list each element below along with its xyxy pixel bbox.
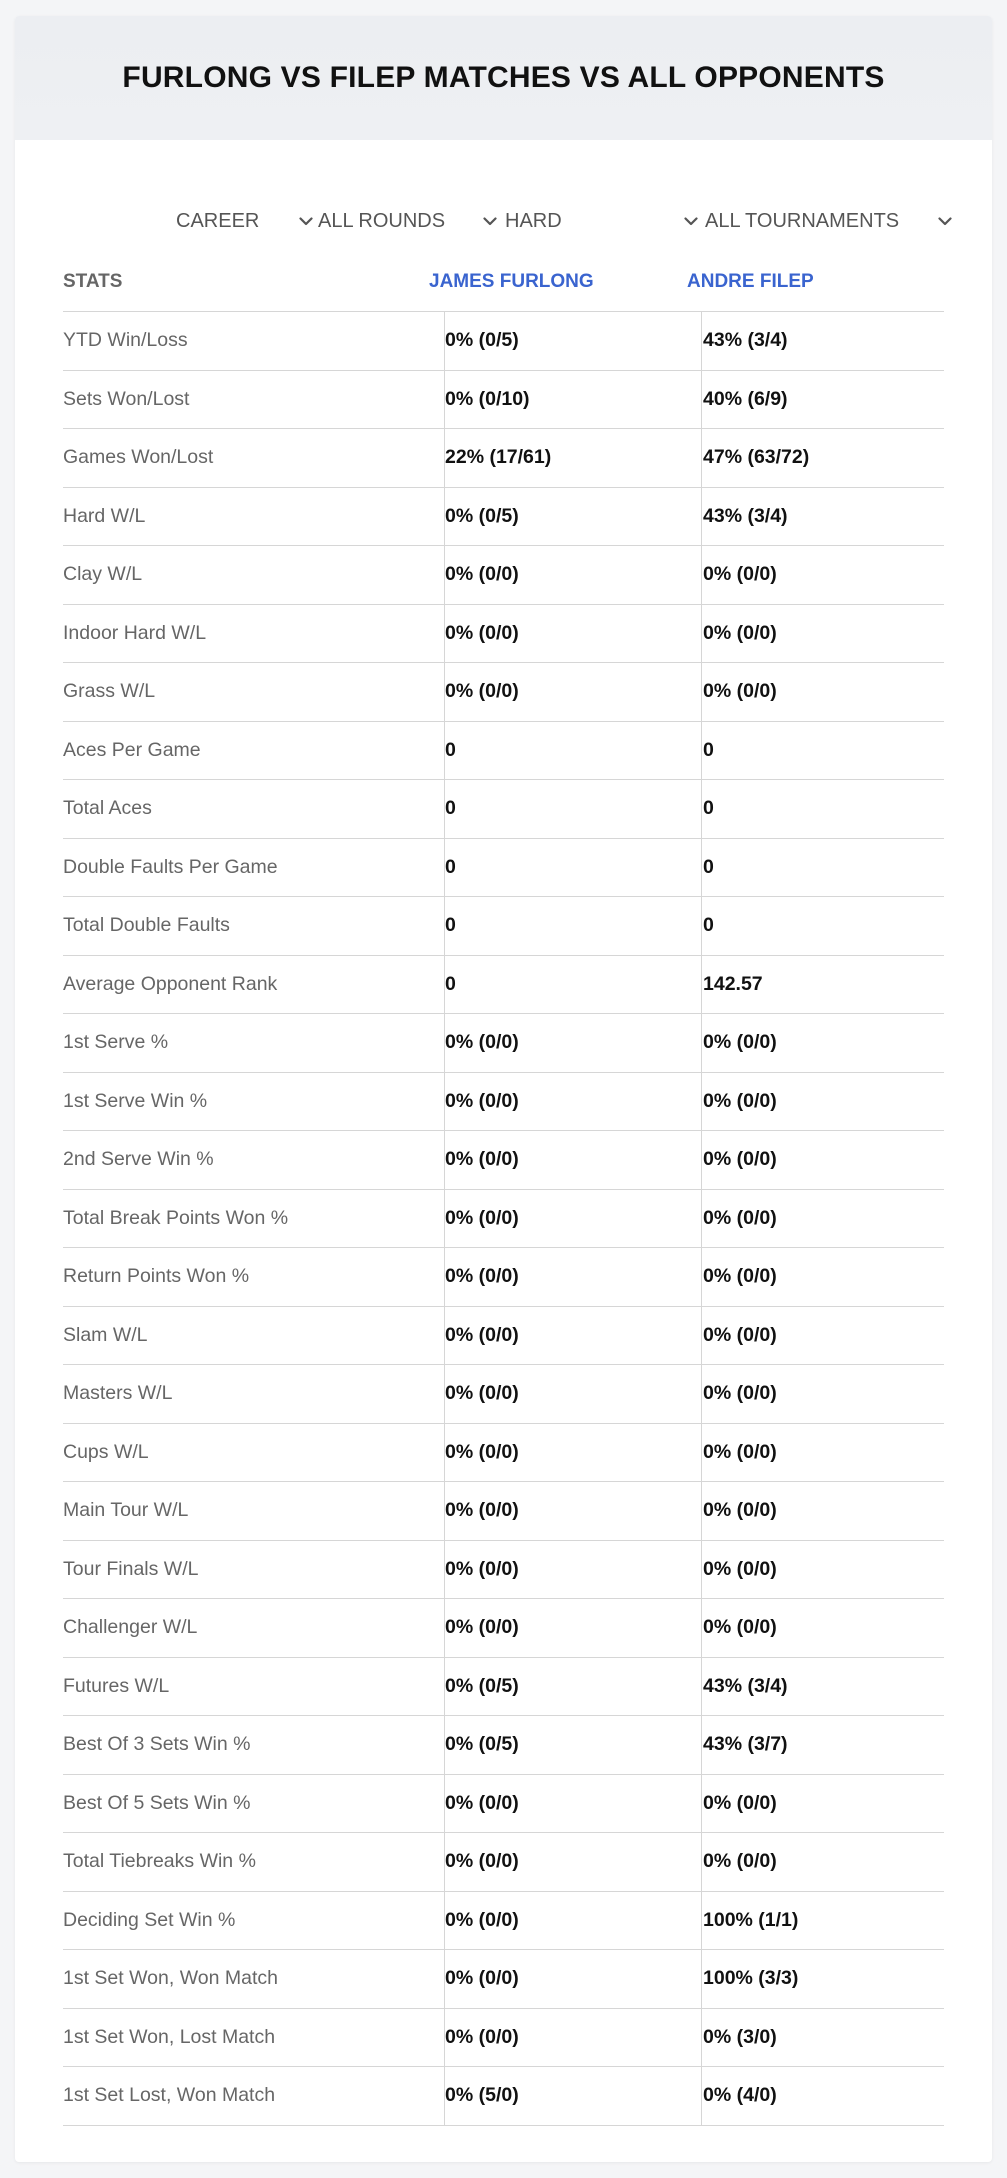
stat-label: Total Double Faults (63, 914, 230, 937)
table-row (63, 488, 944, 547)
chevron-down-icon (296, 211, 316, 231)
player2-value: 0% (0/0) (703, 1031, 777, 1054)
column-divider (701, 1365, 702, 1423)
player2-value: 0 (703, 914, 714, 937)
player2-value: 0 (703, 855, 714, 878)
player2-value: 0% (0/0) (703, 621, 777, 644)
player1-value: 0% (0/0) (445, 1148, 519, 1171)
tournaments-select-value: ALL TOURNAMENTS (705, 209, 900, 232)
player1-value: 0% (0/5) (445, 1674, 519, 1697)
stats-card (15, 16, 992, 2162)
table-row (63, 1716, 944, 1775)
player2-value: 0% (0/0) (703, 1850, 777, 1873)
column-divider (701, 2067, 702, 2125)
player1-value: 22% (17/61) (445, 446, 552, 469)
stat-label: Games Won/Lost (63, 446, 214, 469)
table-row (63, 1541, 944, 1600)
column-divider (701, 1307, 702, 1365)
player1-value: 0 (445, 855, 456, 878)
player1-value: 0 (445, 797, 456, 820)
player2-value: 0% (0/0) (703, 1265, 777, 1288)
player2-value: 0% (0/0) (703, 1499, 777, 1522)
column-divider (701, 312, 702, 370)
player1-value: 0% (0/0) (445, 1908, 519, 1931)
stat-label: Challenger W/L (63, 1616, 198, 1639)
table-row (63, 722, 944, 781)
stat-label: Grass W/L (63, 680, 156, 703)
table-row (63, 839, 944, 898)
stat-label: Hard W/L (63, 504, 146, 527)
chevron-down-icon (681, 211, 701, 231)
column-divider (701, 1190, 702, 1248)
player1-value: 0% (0/0) (445, 1206, 519, 1229)
player1-value: 0% (0/10) (445, 387, 530, 410)
player1-value: 0 (445, 914, 456, 937)
column-divider (701, 1131, 702, 1189)
stat-label: Average Opponent Rank (63, 972, 278, 995)
table-row (63, 956, 944, 1015)
stat-label: Total Aces (63, 797, 152, 820)
player1-link[interactable]: JAMES FURLONG (429, 270, 594, 292)
column-divider (701, 488, 702, 546)
column-divider (701, 1716, 702, 1774)
player1-value: 0% (0/0) (445, 1440, 519, 1463)
stat-label: 1st Set Won, Lost Match (63, 2025, 276, 2048)
column-divider (701, 722, 702, 780)
surface-select[interactable] (505, 191, 701, 251)
card-header (15, 16, 992, 140)
player2-value: 0 (703, 738, 714, 761)
table-row (63, 1892, 944, 1951)
column-divider (701, 1014, 702, 1072)
column-divider (701, 1073, 702, 1131)
player1-value: 0% (0/0) (445, 1265, 519, 1288)
stat-label: Clay W/L (63, 563, 143, 586)
player2-value: 0% (0/0) (703, 1206, 777, 1229)
player2-value: 43% (3/7) (703, 1733, 788, 1756)
column-divider (701, 1248, 702, 1306)
surface-select-value: HARD (505, 209, 562, 232)
player2-value: 0 (703, 797, 714, 820)
stat-label: Total Break Points Won % (63, 1206, 289, 1229)
player1-value: 0% (0/0) (445, 1323, 519, 1346)
table-row (63, 1658, 944, 1717)
column-divider (701, 371, 702, 429)
player2-value: 0% (3/0) (703, 2025, 777, 2048)
player1-value: 0% (0/0) (445, 1089, 519, 1112)
stat-label: Slam W/L (63, 1323, 148, 1346)
stat-label: Masters W/L (63, 1382, 173, 1405)
player1-value: 0% (0/0) (445, 1499, 519, 1522)
player2-value: 100% (1/1) (703, 1908, 799, 1931)
player2-value: 40% (6/9) (703, 387, 788, 410)
player1-value: 0% (0/0) (445, 1382, 519, 1405)
player2-value: 0% (0/0) (703, 680, 777, 703)
player1-value: 0% (0/5) (445, 329, 519, 352)
stat-label: Return Points Won % (63, 1265, 250, 1288)
player2-value: 43% (3/4) (703, 329, 788, 352)
stat-label: 2nd Serve Win % (63, 1148, 214, 1171)
player1-value: 0% (0/0) (445, 1967, 519, 1990)
table-row (63, 1775, 944, 1834)
table-row (63, 546, 944, 605)
column-divider (701, 1482, 702, 1540)
table-row (63, 1248, 944, 1307)
table-body (63, 312, 944, 2126)
column-divider (701, 1892, 702, 1950)
table-row (63, 429, 944, 488)
period-select[interactable] (176, 191, 316, 251)
column-divider (701, 839, 702, 897)
column-divider (701, 1833, 702, 1891)
player1-value: 0% (0/5) (445, 504, 519, 527)
player1-value: 0% (0/0) (445, 1616, 519, 1639)
chevron-down-icon (935, 211, 955, 231)
player2-value: 100% (3/3) (703, 1967, 799, 1990)
column-divider (701, 1541, 702, 1599)
column-divider (701, 1424, 702, 1482)
column-divider (701, 2009, 702, 2067)
filter-bar (15, 191, 992, 251)
stat-label: Best Of 5 Sets Win % (63, 1791, 251, 1814)
period-select-value: CAREER (176, 209, 260, 232)
stat-label: Aces Per Game (63, 738, 201, 761)
rounds-select-value: ALL ROUNDS (318, 209, 446, 232)
player2-value: 0% (0/0) (703, 1440, 777, 1463)
column-divider (701, 605, 702, 663)
player2-value: 43% (3/4) (703, 504, 788, 527)
column-divider (701, 1950, 702, 2008)
column-divider (701, 429, 702, 487)
stat-label: Deciding Set Win % (63, 1908, 236, 1931)
table-row (63, 1365, 944, 1424)
chevron-down-icon (480, 211, 500, 231)
player1-value: 0% (0/0) (445, 1557, 519, 1580)
stat-label: Sets Won/Lost (63, 387, 190, 410)
player1-value: 0% (0/0) (445, 1031, 519, 1054)
table-row (63, 1190, 944, 1249)
stat-label: Double Faults Per Game (63, 855, 278, 878)
tournaments-select[interactable] (705, 191, 955, 251)
player1-value: 0% (0/0) (445, 621, 519, 644)
column-divider (701, 897, 702, 955)
player2-value: 0% (0/0) (703, 1323, 777, 1346)
player2-value: 142.57 (703, 972, 763, 995)
stat-label: Indoor Hard W/L (63, 621, 207, 644)
stat-label: Futures W/L (63, 1674, 170, 1697)
stat-label: Total Tiebreaks Win % (63, 1850, 256, 1873)
table-row (63, 1424, 944, 1483)
table-row (63, 1599, 944, 1658)
player1-value: 0% (5/0) (445, 2084, 519, 2107)
player1-value: 0% (0/0) (445, 563, 519, 586)
table-row (63, 663, 944, 722)
column-divider (701, 956, 702, 1014)
player1-value: 0% (0/5) (445, 1733, 519, 1756)
stat-label: 1st Serve % (63, 1031, 169, 1054)
table-row (63, 1482, 944, 1541)
column-divider (701, 546, 702, 604)
table-row (63, 780, 944, 839)
table-row (63, 605, 944, 664)
stat-label: 1st Serve Win % (63, 1089, 208, 1112)
stat-label: Best Of 3 Sets Win % (63, 1733, 251, 1756)
player2-value: 0% (4/0) (703, 2084, 777, 2107)
table-row (63, 371, 944, 430)
table-row (63, 2009, 944, 2068)
stats-column-header: STATS (63, 270, 123, 292)
column-divider (701, 1599, 702, 1657)
table-row (63, 2067, 944, 2126)
table-header (63, 251, 944, 312)
player2-value: 0% (0/0) (703, 1089, 777, 1112)
stats-table (63, 251, 944, 2126)
player2-value: 47% (63/72) (703, 446, 810, 469)
table-row (63, 1950, 944, 2009)
player1-value: 0 (445, 738, 456, 761)
table-row (63, 1307, 944, 1366)
player1-value: 0% (0/0) (445, 680, 519, 703)
stat-label: Cups W/L (63, 1440, 149, 1463)
player2-link[interactable]: ANDRE FILEP (687, 270, 814, 292)
player2-value: 0% (0/0) (703, 563, 777, 586)
player2-value: 0% (0/0) (703, 1616, 777, 1639)
table-row (63, 1833, 944, 1892)
stat-label: Main Tour W/L (63, 1499, 189, 1522)
player1-value: 0 (445, 972, 456, 995)
page-title: FURLONG VS FILEP MATCHES VS ALL OPPONENTS (122, 61, 885, 94)
column-divider (701, 1775, 702, 1833)
column-divider (701, 780, 702, 838)
player2-value: 0% (0/0) (703, 1791, 777, 1814)
player2-value: 43% (3/4) (703, 1674, 788, 1697)
player1-value: 0% (0/0) (445, 1791, 519, 1814)
player2-value: 0% (0/0) (703, 1557, 777, 1580)
player2-value: 0% (0/0) (703, 1382, 777, 1405)
column-divider (701, 1658, 702, 1716)
rounds-select[interactable] (318, 191, 500, 251)
player1-value: 0% (0/0) (445, 1850, 519, 1873)
stat-label: 1st Set Won, Won Match (63, 1967, 278, 1990)
stat-label: YTD Win/Loss (63, 329, 188, 352)
table-row (63, 897, 944, 956)
table-row (63, 1073, 944, 1132)
table-row (63, 312, 944, 371)
table-row (63, 1131, 944, 1190)
table-row (63, 1014, 944, 1073)
player1-value: 0% (0/0) (445, 2025, 519, 2048)
stat-label: 1st Set Lost, Won Match (63, 2084, 276, 2107)
stat-label: Tour Finals W/L (63, 1557, 199, 1580)
player2-value: 0% (0/0) (703, 1148, 777, 1171)
column-divider (701, 663, 702, 721)
